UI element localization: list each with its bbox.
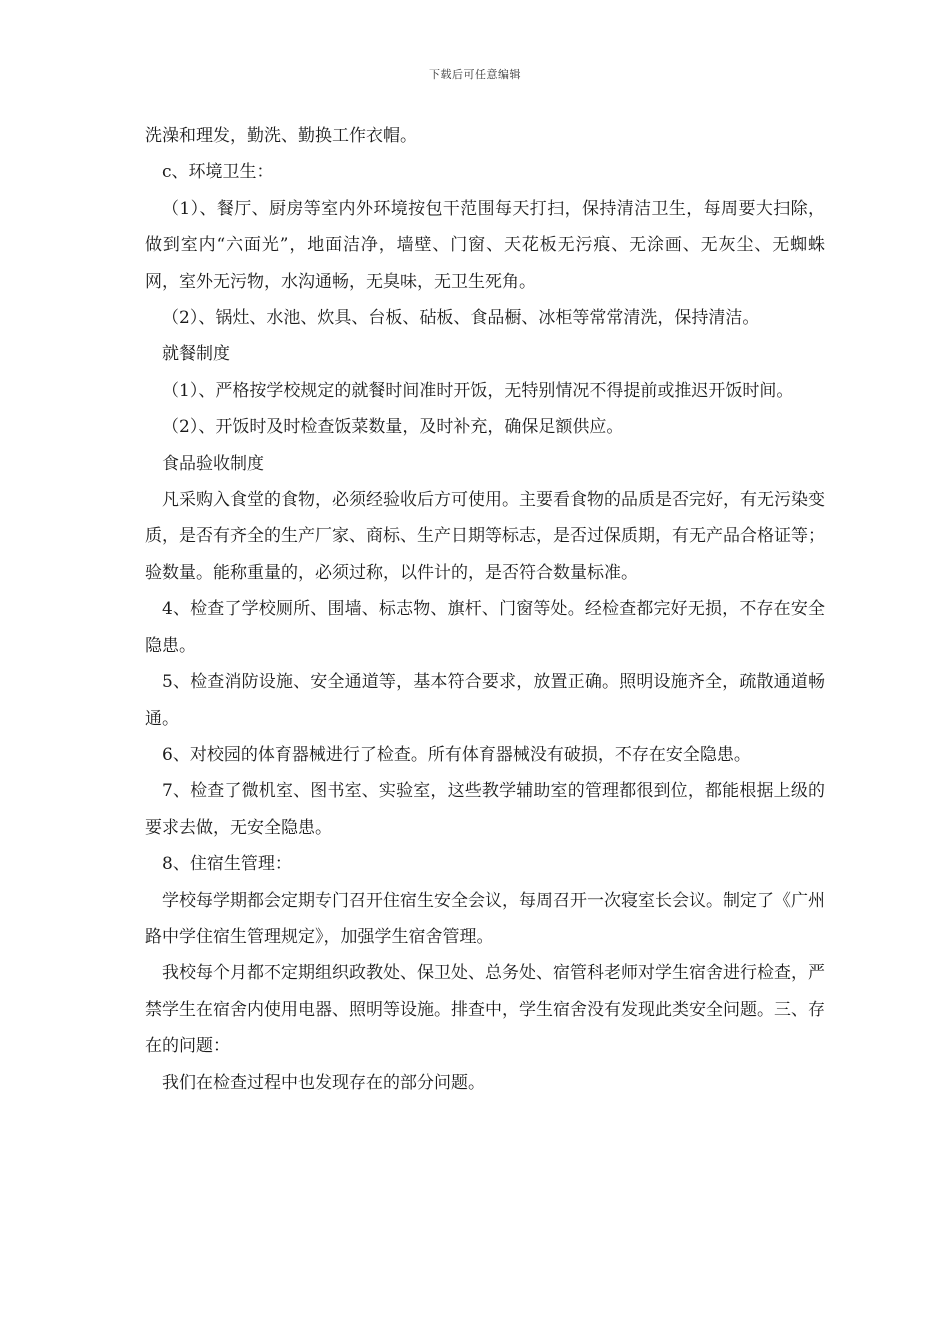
paragraph: 5、检查消防设施、安全通道等，基本符合要求，放置正确。照明设施齐全，疏散通道畅通。	[145, 672, 825, 729]
paragraph: 6、对校园的体育器械进行了检查。所有体育器械没有破损，不存在安全隐患。	[162, 744, 751, 765]
paragraph: 洗澡和理发，勤洗、勤换工作衣帽。	[145, 126, 417, 146]
paragraph: 我们在检查过程中也发现存在的部分问题。	[162, 1072, 485, 1093]
section-heading: 食品验收制度	[162, 453, 264, 474]
section-heading: 就餐制度	[162, 344, 230, 365]
paragraph: c、环境卫生：	[162, 162, 274, 183]
paragraph: 7、检查了微机室、图书室、实验室，这些教学辅助室的管理都很到位，都能根据上级的要求去做，无安全隐患。	[145, 781, 825, 838]
paragraph: （1）、餐厅、厨房等室内外环境按包干范围每天打扫，保持清洁卫生，每周要大扫除，做到室内“六面光”，地面洁净，墙壁、门窗、天花板无污痕、无涂画、无灰尘、无蜘蛛网，室外无污物，水沟通畅，无臭味，无卫生死角。	[145, 198, 825, 292]
paragraph: 4、检查了学校厕所、围墙、标志物、旗杆、门窗等处。经检查都完好无损，不存在安全隐患。	[145, 599, 825, 656]
paragraph: 学校每学期都会定期专门召开住宿生安全会议，每周召开一次寝室长会议。制定了《广州路中学住宿生管理规定》，加强学生宿舍管理。	[145, 890, 825, 947]
paragraph: 凡采购入食堂的食物，必须经验收后方可使用。主要看食物的品质是否完好，有无污染变质，是否有齐全的生产厂家、商标、生产日期等标志，是否过保质期，有无产品合格证等；验数量。能称重量的，必须过称，以件计的，是否符合数量标准。	[145, 490, 825, 583]
paragraph: （2）、锅灶、水池、炊具、台板、砧板、食品橱、冰柜等常常清洗，保持清洁。	[162, 308, 760, 329]
paragraph: （1）、严格按学校规定的就餐时间准时开饭，无特别情况不得提前或推迟开饭时间。	[162, 380, 794, 401]
page-header: 下载后可任意编辑	[429, 68, 521, 81]
document-body	[145, 118, 825, 1101]
paragraph: 我校每个月都不定期组织政教处、保卫处、总务处、宿管科老师对学生宿舍进行检查，严禁学生在宿舍内使用电器、照明等设施。排查中，学生宿舍没有发现此类安全问题。三、存在的问题：	[145, 963, 825, 1057]
paragraph: （2）、开饭时及时检查饭菜数量，及时补充，确保足额供应。	[162, 417, 624, 438]
section-heading: 8、住宿生管理：	[162, 854, 292, 875]
